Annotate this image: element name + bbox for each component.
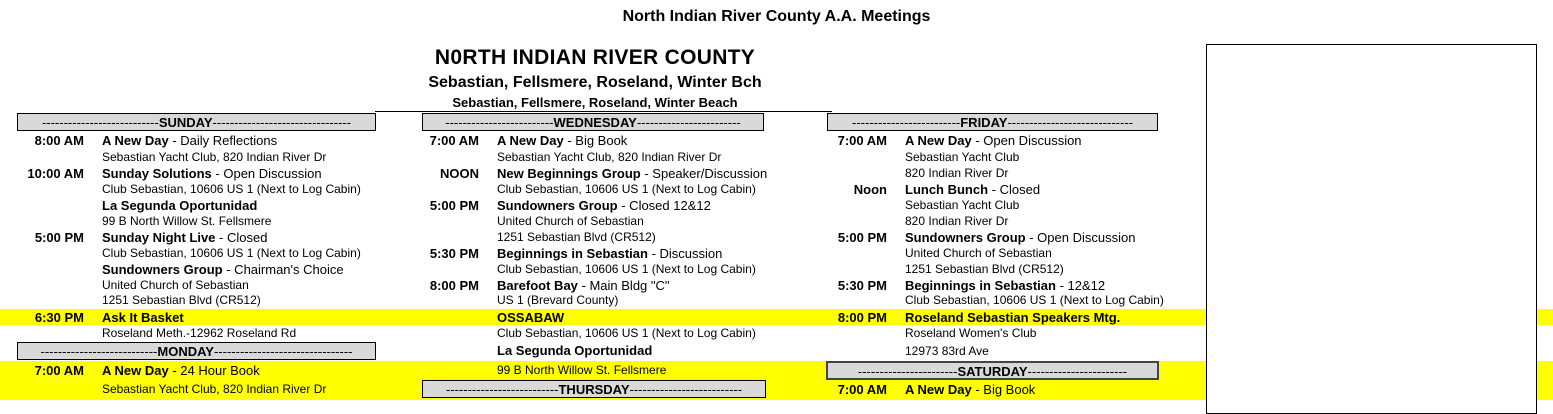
meeting-time: Noon [853, 182, 887, 197]
meeting-time: NOON [440, 166, 479, 181]
meeting-time: 7:00 AM [837, 382, 887, 397]
meeting-address: 1251 Sebastian Blvd (CR512) [497, 230, 656, 244]
meeting-name: A New Day - 24 Hour Book [102, 363, 260, 378]
meeting-location: United Church of Sebastian [102, 278, 249, 292]
meeting-time: 5:30 PM [837, 278, 887, 293]
meeting-address: 1251 Sebastian Blvd (CR512) [905, 262, 1064, 276]
meeting-name: Lunch Bunch - Closed [905, 182, 1041, 197]
meeting-time: 8:00 PM [429, 278, 479, 293]
meeting-location: Sebastian Yacht Club, 820 Indian River Dr [497, 150, 722, 164]
meeting-name: Sundowners Group - Closed 12&12 [497, 198, 711, 213]
meeting-name: Sunday Night Live - Closed [102, 230, 268, 245]
meeting-name: Sunday Solutions - Open Discussion [102, 166, 322, 181]
friday-header: -------------------------FRIDAY----------------------------- [827, 113, 1158, 131]
friday-address-bg [826, 341, 1206, 361]
meeting-name: A New Day - Daily Reflections [102, 133, 278, 148]
meeting-address: 12973 83rd Ave [905, 344, 989, 358]
meeting-location: Club Sebastian, 10606 US 1 (Next to Log Cabin) [102, 182, 361, 196]
meeting-address: 1251 Sebastian Blvd (CR512) [102, 293, 261, 307]
meeting-name: Sundowners Group - Chairman's Choice [102, 262, 344, 277]
meeting-location: Sebastian Yacht Club [905, 150, 1020, 164]
meeting-name: Sundowners Group - Open Discussion [905, 230, 1136, 245]
meeting-time: 5:00 PM [837, 230, 887, 245]
meeting-address: 820 Indian River Dr [905, 166, 1009, 180]
meeting-name: Beginnings in Sebastian - 12&12 [905, 278, 1106, 293]
meeting-name: A New Day - Open Discussion [905, 133, 1082, 148]
meeting-name: Ask It Basket [102, 310, 184, 325]
meeting-name: Roseland Sebastian Speakers Mtg. [905, 310, 1121, 325]
meeting-time: 7:00 AM [429, 133, 479, 148]
meeting-location: Club Sebastian, 10606 US 1 (Next to Log Cabin) [102, 246, 361, 260]
page-title: North Indian River County A.A. Meetings [622, 8, 931, 25]
meeting-time: 5:30 PM [429, 246, 479, 261]
saturday-header: -----------------------SATURDAY----------------------- [826, 361, 1159, 380]
meeting-name: La Segunda Oportunidad [102, 198, 258, 213]
meeting-location: United Church of Sebastian [905, 246, 1052, 260]
sunday-header: ---------------------------SUNDAY-------------------------------- [17, 113, 376, 131]
meeting-time: 5:00 PM [429, 198, 479, 213]
meeting-location: Club Sebastian, 10606 US 1 (Next to Log Cabin) [905, 293, 1164, 307]
meeting-location: 99 B North Willow St. Fellsmere [497, 363, 667, 377]
meeting-address: 820 Indian River Dr [905, 214, 1009, 228]
wednesday-header: -------------------------WEDNESDAY------------------------ [422, 113, 764, 131]
meeting-time: 7:00 AM [837, 133, 887, 148]
meeting-time: 7:00 AM [34, 363, 84, 378]
thursday-header: --------------------------THURSDAY-------------------------- [422, 380, 766, 398]
meeting-location: Sebastian Yacht Club, 820 Indian River Dr [102, 150, 327, 164]
meeting-name: OSSABAW [497, 310, 565, 325]
meeting-location: Sebastian Yacht Club [905, 198, 1020, 212]
meeting-name: La Segunda Oportunidad [497, 343, 653, 358]
region-title: N0RTH INDIAN RIVER COUNTY [434, 46, 756, 69]
notes-box [1206, 44, 1537, 414]
meeting-location: 99 B North Willow St. Fellsmere [102, 214, 272, 228]
meeting-name: A New Day - Big Book [905, 382, 1036, 397]
region-subtitle: Sebastian, Fellsmere, Roseland, Winter Bch [428, 74, 762, 91]
meeting-time: 8:00 AM [34, 133, 84, 148]
meeting-location: US 1 (Brevard County) [497, 293, 619, 307]
meeting-location: Club Sebastian, 10606 US 1 (Next to Log Cabin) [497, 262, 756, 276]
region-subtitle-full: Sebastian, Fellsmere, Roseland, Winter Beach [452, 95, 738, 110]
monday-header: ---------------------------MONDAY-------------------------------- [17, 342, 376, 360]
meeting-location: Sebastian Yacht Club, 820 Indian River Dr [102, 382, 327, 396]
meeting-location: Roseland Meth.-12962 Roseland Rd [102, 326, 297, 340]
meeting-time: 8:00 PM [837, 310, 887, 325]
meeting-name: New Beginnings Group - Speaker/Discussion [497, 166, 768, 181]
meeting-name: Beginnings in Sebastian - Discussion [497, 246, 723, 261]
meeting-location: Club Sebastian, 10606 US 1 (Next to Log Cabin) [497, 182, 756, 196]
meeting-time: 10:00 AM [27, 166, 84, 181]
meeting-name: Barefoot Bay - Main Bldg "C" [497, 278, 670, 293]
meeting-time: 6:30 PM [34, 310, 84, 325]
meeting-location: Roseland Women's Club [905, 326, 1037, 340]
header-divider [375, 111, 832, 112]
meeting-time: 5:00 PM [34, 230, 84, 245]
meeting-name: A New Day - Big Book [497, 133, 628, 148]
meeting-location: United Church of Sebastian [497, 214, 644, 228]
meeting-location: Club Sebastian, 10606 US 1 (Next to Log Cabin) [497, 326, 756, 340]
